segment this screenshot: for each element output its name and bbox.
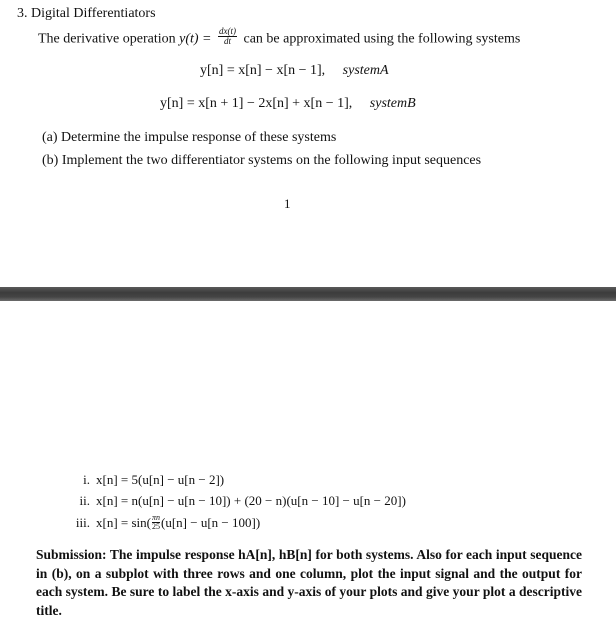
system-b-label: systemB bbox=[369, 96, 416, 111]
sine-fraction-denominator: 25 bbox=[152, 521, 160, 531]
sequence-item bbox=[56, 472, 224, 488]
problem-heading: 3. Digital Differentiators bbox=[17, 6, 156, 21]
sequence-label: iii. bbox=[75, 515, 90, 530]
page-number: 1 bbox=[284, 196, 291, 211]
sequence-expression: x[n] = n(u[n] − u[n − 10]) + (20 − n)(u[n − 10] − u[n − 20]) bbox=[96, 493, 406, 508]
sequence-label: ii. bbox=[79, 493, 90, 508]
sequence-item bbox=[56, 512, 261, 533]
page-divider bbox=[0, 287, 616, 301]
intro-text-before: The derivative operation bbox=[38, 31, 176, 47]
derivative-numerator: dx(t) bbox=[218, 26, 236, 36]
submission-paragraph: Submission: The impulse response hA[n], hB[n] for both systems. Also for each input sequence in (b), on a subplot with three rows and one column, plot the input signal and the output for each system. Be sure to label the x-axis and y-axis of your plots and give your plot a descriptive title. bbox=[36, 547, 582, 618]
sine-fraction-numerator: πn bbox=[152, 512, 161, 522]
derivative-denominator: dt bbox=[223, 36, 231, 46]
intro-text-after: can be approximated using the following systems bbox=[243, 31, 521, 47]
sequence-expression-start: x[n] = sin( bbox=[96, 515, 151, 530]
system-a-label: systemA bbox=[342, 63, 389, 78]
system-b-equation-row bbox=[160, 96, 416, 112]
system-b-equation: y[n] = x[n + 1] − 2x[n] + x[n − 1], bbox=[160, 96, 353, 111]
system-a-equation: y[n] = x[n] − x[n − 1], bbox=[200, 63, 326, 78]
derivative-fraction bbox=[218, 27, 237, 46]
part-b-text: (b) Implement the two differentiator systems on the following input sequences bbox=[42, 153, 482, 168]
sequence-expression-end: (u[n] − u[n − 100]) bbox=[161, 515, 261, 530]
sequence-item bbox=[56, 493, 406, 509]
sequence-expression: x[n] = 5(u[n] − u[n − 2]) bbox=[96, 472, 225, 487]
intro-lhs: y(t) = bbox=[179, 31, 212, 47]
part-a-text: (a) Determine the impulse response of these systems bbox=[42, 130, 337, 145]
sine-argument-fraction bbox=[152, 514, 160, 531]
system-a-equation-row bbox=[200, 63, 389, 79]
sequence-label: i. bbox=[83, 472, 90, 487]
intro-sentence bbox=[38, 26, 521, 49]
